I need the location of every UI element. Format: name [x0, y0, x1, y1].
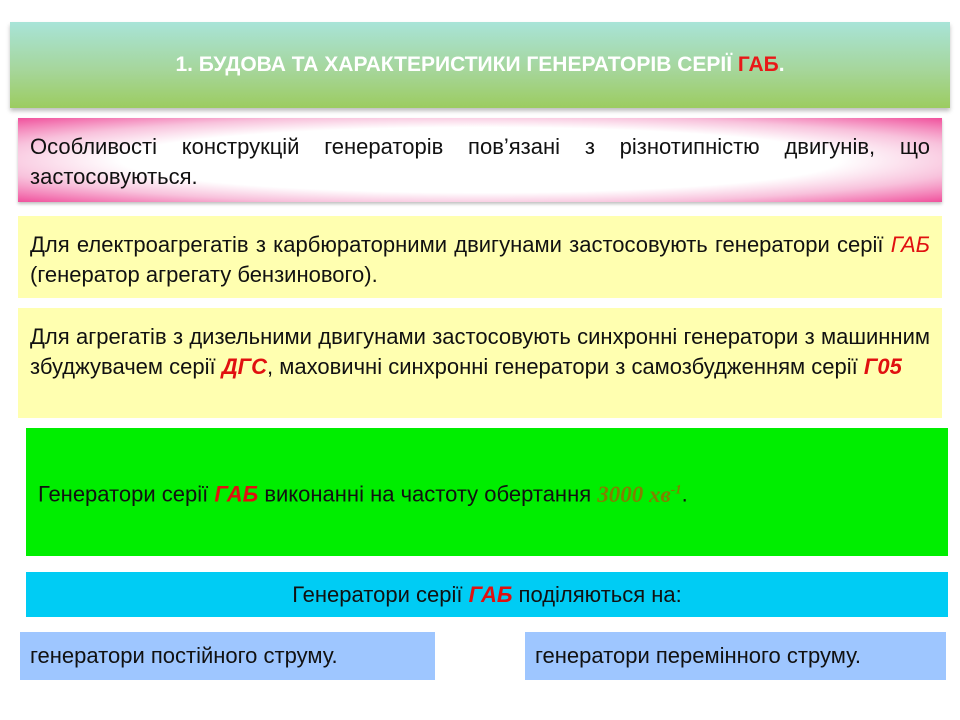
ac-generators-box [525, 632, 946, 680]
carb-text-2: (генератор агрегату бензинового). [30, 232, 937, 287]
ac-generators-label: генератори перемінного струму. [535, 643, 862, 668]
speed-text-2: виконанні на частоту обертання [258, 481, 598, 507]
divide-box [26, 572, 948, 617]
carb-series: ГАБ [890, 232, 930, 257]
speed-text-1: Генератори серії [38, 481, 215, 507]
speed-box [26, 428, 948, 556]
intro-box [18, 118, 942, 202]
carb-text-1: Для електроагрегатів з карбюраторними двигунами застосовують генератори серії [30, 232, 891, 257]
intro-text: Особливості конструкцій генераторів пов’язані з різнотипністю двигунів, що застосовуються. [30, 134, 930, 189]
dc-generators-box [20, 632, 435, 680]
diesel-text-2: , маховичні синхронні генератори з самозбудженням серії [267, 354, 864, 379]
slide-title [10, 22, 950, 108]
speed-exponent: -1 [670, 481, 682, 497]
title-series: ГАБ [737, 53, 779, 76]
divide-series: ГАБ [468, 581, 513, 607]
speed-series: ГАБ [214, 481, 259, 507]
speed-value [597, 482, 681, 507]
title-text: 1. БУДОВА ТА ХАРАКТЕРИСТИКИ ГЕНЕРАТОРІВ СЕРІЇ [175, 53, 738, 76]
title-tail: . [778, 53, 785, 76]
diesel-series-1: ДГС [221, 354, 268, 379]
dc-generators-label: генератори постійного струму. [30, 643, 338, 668]
divide-text-1: Генератори серії [292, 581, 469, 607]
divide-line [292, 580, 682, 610]
diesel-text-1: Для агрегатів з дизельними двигунами застосовують синхронні генератори з машинним збуджувачем серії [30, 324, 937, 379]
carburetor-box [18, 216, 942, 298]
speed-number: 3000 хв [597, 481, 671, 507]
speed-line [38, 474, 688, 510]
diesel-series-2: Г05 [863, 354, 902, 379]
speed-tail: . [681, 481, 688, 507]
diesel-box [18, 308, 942, 418]
divide-text-2: поділяються на: [512, 581, 682, 607]
